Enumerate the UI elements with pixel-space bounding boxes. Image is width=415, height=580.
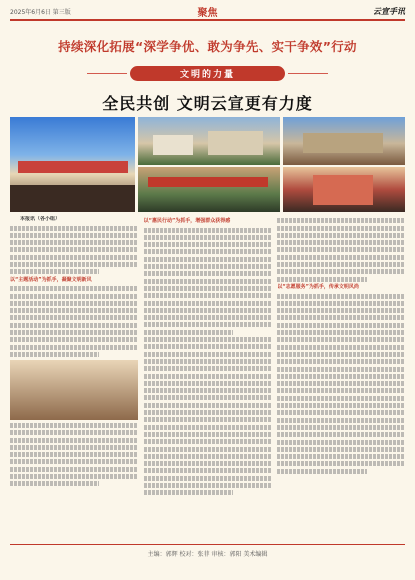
headline-banner [10, 32, 405, 60]
brand-name: 云宣手讯 [373, 5, 405, 16]
issue-date: 2025年6月6日 第三版 [10, 8, 71, 16]
masthead-divider [10, 19, 405, 21]
masthead [10, 4, 405, 18]
photo-performance [283, 167, 405, 212]
main-title: 全民共创 文明云宣更有力度 [102, 94, 313, 113]
photo-collage [10, 117, 405, 212]
col2-subheading: 以“惠民行动”为抓手，增强群众获得感 [143, 218, 231, 224]
editor-credits: 主编：郭辉 校对：张菲 审核：郭阳 美术编辑 [147, 551, 268, 558]
photo-village [138, 117, 280, 165]
section-name: 聚焦 [197, 7, 218, 19]
column-2 [144, 216, 272, 536]
section-tag-label: 文明的力量 [179, 70, 235, 80]
column-photo [10, 360, 138, 420]
photo-event [138, 167, 280, 212]
col3-subheading: 以“志愿服务”为抓手，传承文明风尚 [277, 283, 359, 290]
banner-text: 持续深化拓展“深学争优、敢为争先、实干争效”行动 [58, 39, 357, 54]
section-tag [130, 66, 285, 81]
column-3 [277, 216, 405, 536]
photo-lead [10, 117, 135, 212]
article-body [10, 216, 405, 536]
lead-prefix: 本报讯（各小组） [20, 216, 61, 222]
column-1 [10, 216, 138, 536]
photo-square [283, 117, 405, 165]
footer-divider [10, 544, 405, 545]
col1-subheading: 以“主题活动”为抓手，凝聚文明新风 [10, 276, 92, 283]
